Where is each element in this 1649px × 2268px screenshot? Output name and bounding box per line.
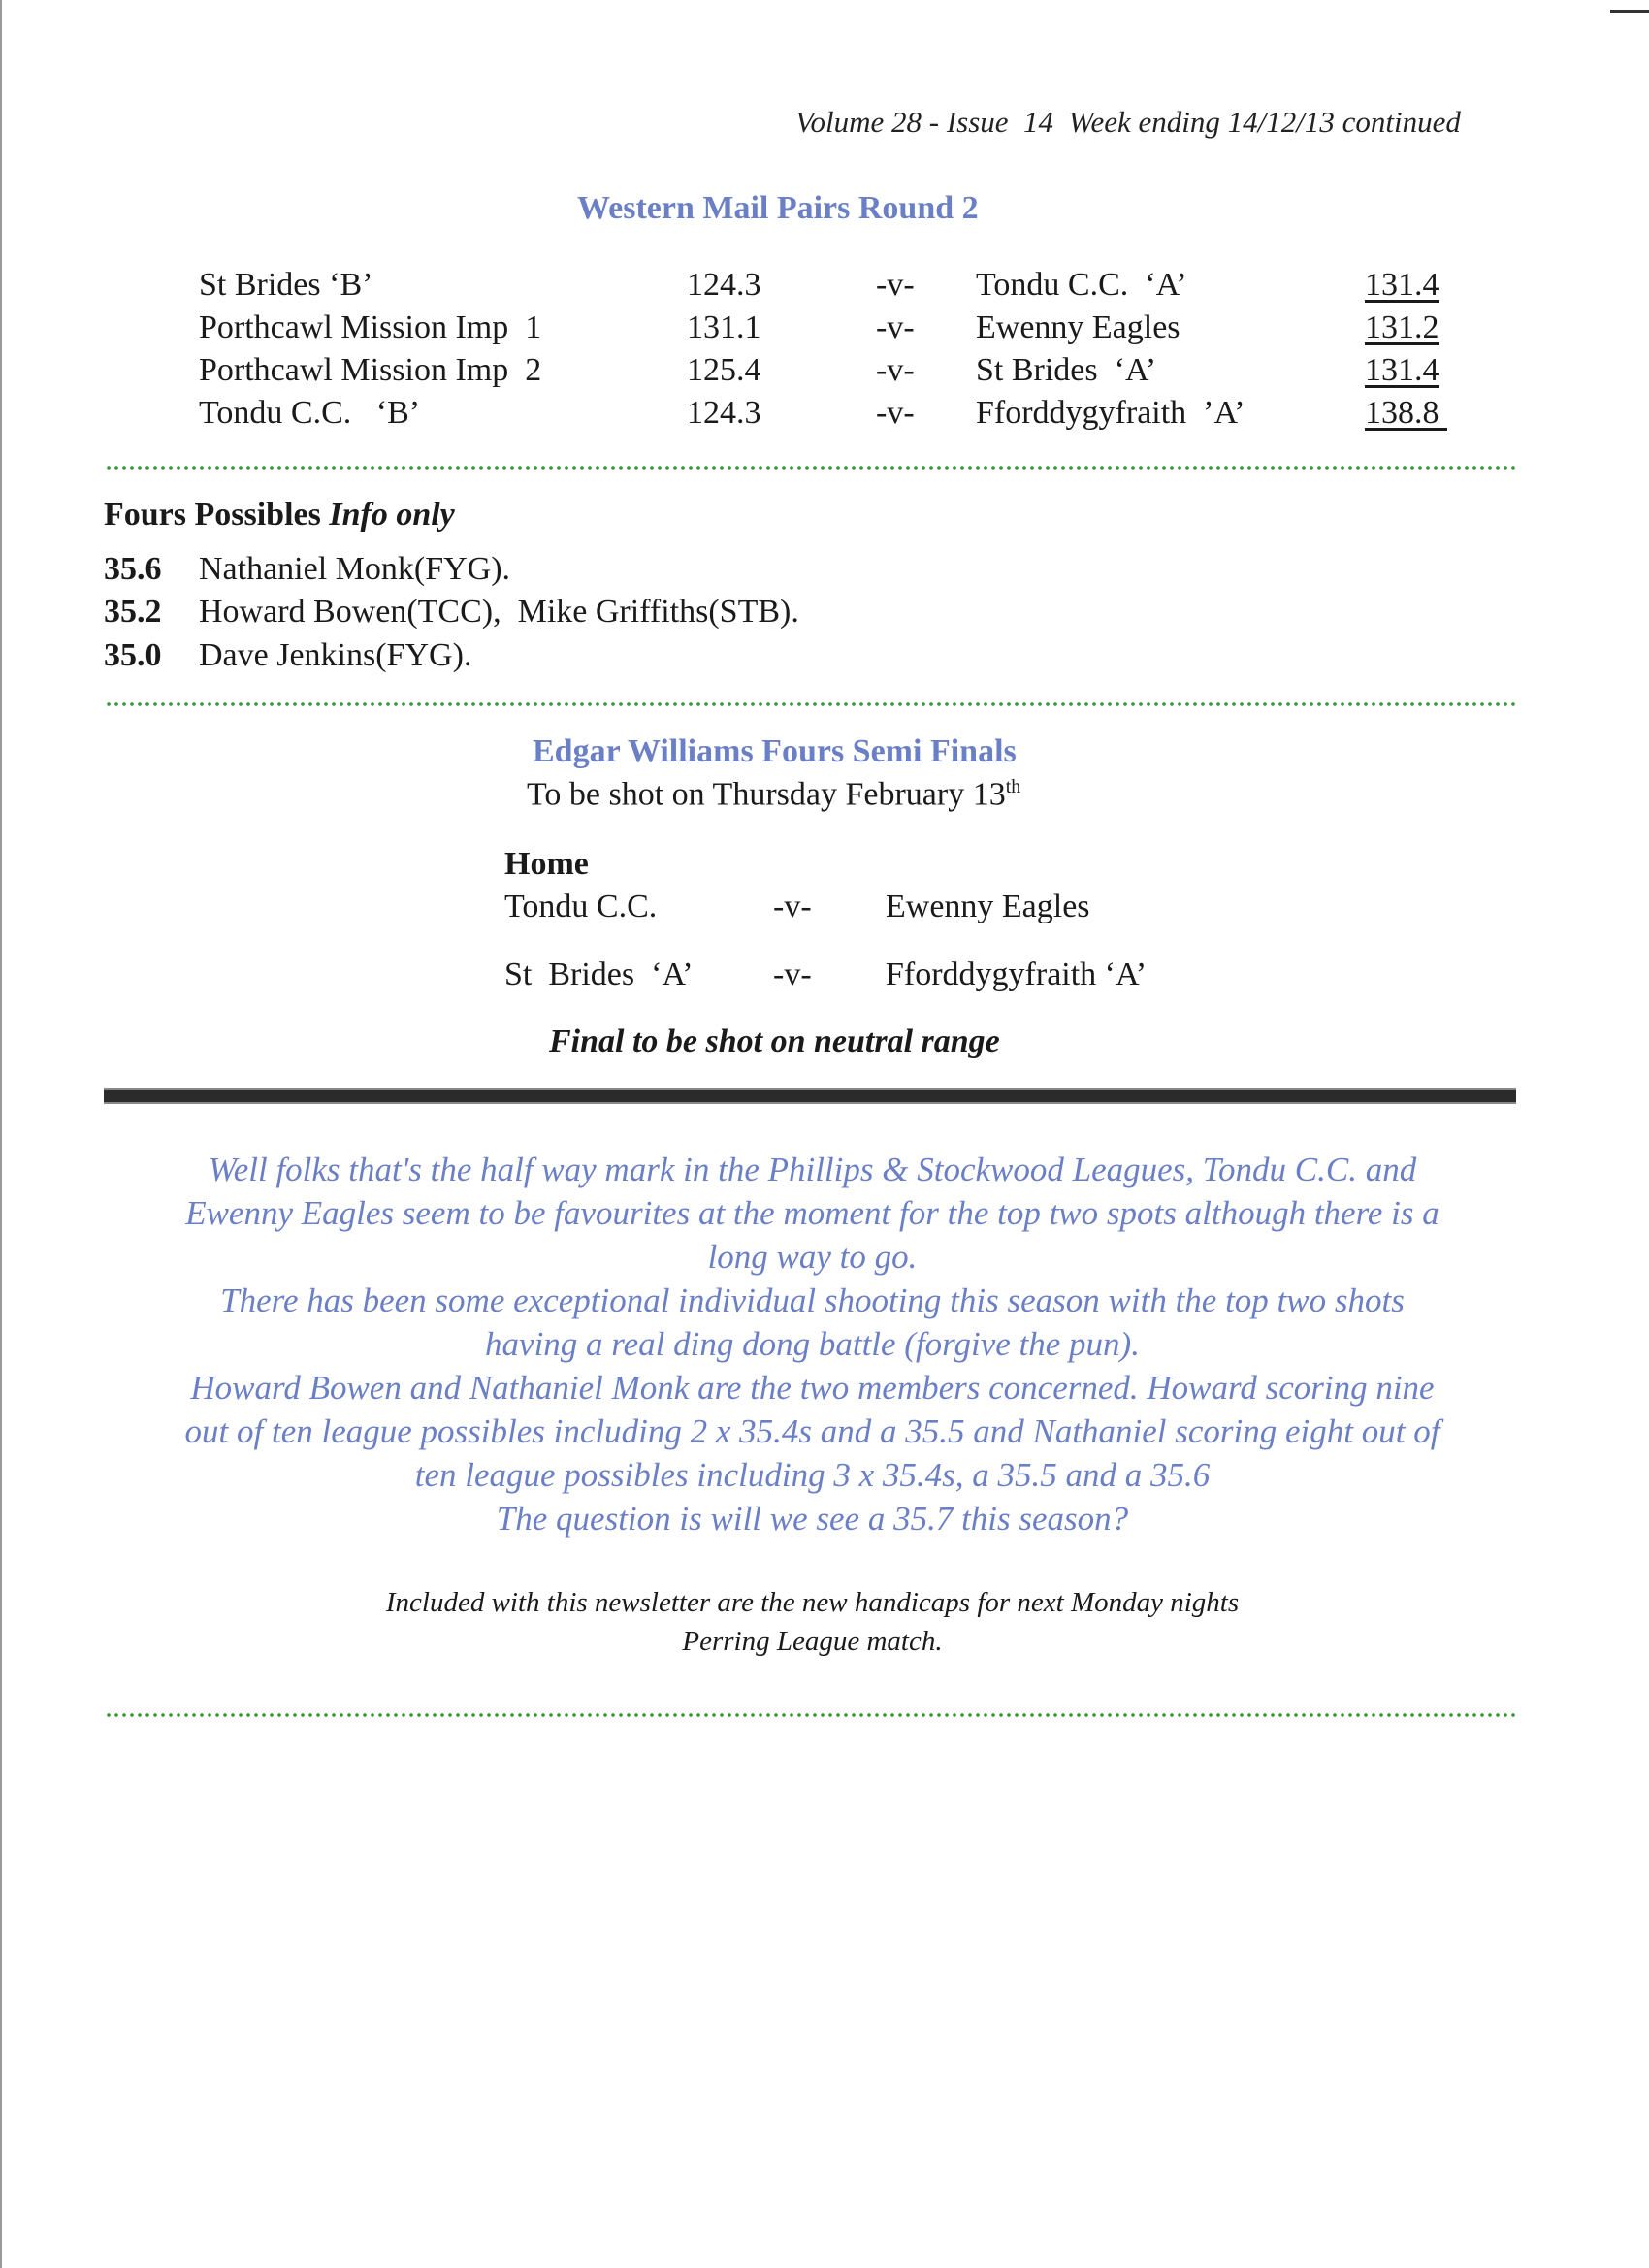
fixture-away: Fforddygyfraith ‘A’ (886, 956, 1148, 992)
home-team: Tondu C.C. ‘B’ (199, 395, 421, 431)
commentary-line: out of ten league possibles including 2 x 35.4s and a 35.5 and Nathaniel scoring eight out of (184, 1412, 1440, 1450)
versus-label: -v- (876, 267, 915, 303)
away-score: 131.4 (1365, 352, 1439, 388)
possible-names: Howard Bowen(TCC), Mike Griffiths(STB). (199, 594, 799, 630)
away-team: Ewenny Eagles (976, 309, 1180, 345)
fours-heading-text: Fours Possibles (104, 497, 330, 533)
commentary (97, 1148, 1528, 1540)
commentary-line: long way to go. (707, 1238, 918, 1276)
fixture-home: Tondu C.C. (504, 889, 658, 924)
home-score: 131.1 (687, 309, 761, 345)
away-score: 138.8 (1365, 395, 1447, 431)
home-team: St Brides ‘B’ (199, 267, 373, 303)
fours-heading-note: Info only (329, 497, 455, 533)
versus-label: -v- (876, 352, 915, 388)
versus-label: -v- (773, 956, 812, 992)
home-label: Home (504, 846, 589, 882)
home-score: 124.3 (687, 267, 761, 303)
pairs-title: Western Mail Pairs Round 2 (577, 190, 979, 226)
versus-label: -v- (876, 395, 915, 431)
possible-names: Dave Jenkins(FYG). (199, 637, 472, 673)
possible-score: 35.2 (104, 594, 162, 630)
semis-date-text: To be shot on Thursday February 13 (527, 776, 1006, 813)
commentary-line: Howard Bowen and Nathaniel Monk are the two members concerned. Howard scoring nine (190, 1369, 1435, 1407)
star-divider (105, 699, 1516, 709)
footnote (291, 1583, 1334, 1661)
semis-title: Edgar Williams Fours Semi Finals (533, 733, 1017, 769)
commentary-line: The question is will we see a 35.7 this season? (496, 1500, 1129, 1538)
commentary-line: having a real ding dong battle (forgive the pun). (485, 1325, 1140, 1363)
corner-mark (1610, 10, 1649, 13)
issue-header: Volume 28 - Issue 14 Week ending 14/12/13 continued (795, 105, 1461, 139)
fours-possibles-heading (104, 497, 455, 534)
away-team: Fforddygyfraith ’A’ (976, 395, 1245, 431)
semis-date (527, 776, 1020, 813)
home-team: Porthcawl Mission Imp 2 (199, 352, 542, 388)
away-team: Tondu C.C. ‘A’ (976, 267, 1187, 303)
star-divider (105, 463, 1516, 472)
possible-score: 35.0 (104, 637, 162, 673)
commentary-line: There has been some exceptional individual shooting this season with the top two shots (220, 1281, 1405, 1319)
away-score: 131.2 (1365, 309, 1439, 345)
footnote-line: Perring League match. (682, 1626, 943, 1657)
away-score: 131.4 (1365, 267, 1439, 303)
possible-score: 35.6 (104, 551, 162, 587)
versus-label: -v- (773, 889, 812, 924)
section-rule (104, 1088, 1516, 1104)
fixture-away: Ewenny Eagles (886, 889, 1090, 924)
versus-label: -v- (876, 309, 915, 345)
commentary-line: ten league possibles including 3 x 35.4s, a 35.5 and a 35.6 (414, 1456, 1211, 1494)
star-divider (105, 1710, 1516, 1720)
commentary-line: Ewenny Eagles seem to be favourites at the moment for the top two spots although there is a (185, 1194, 1439, 1232)
home-team: Porthcawl Mission Imp 1 (199, 309, 542, 345)
home-score: 125.4 (687, 352, 761, 388)
fixture-home: St Brides ‘A’ (504, 956, 694, 992)
commentary-line: Well folks that's the half way mark in the Phillips & Stockwood Leagues, Tondu C.C. and (208, 1150, 1417, 1188)
possible-names: Nathaniel Monk(FYG). (199, 551, 511, 587)
page-left-edge (0, 0, 2, 2268)
away-team: St Brides ‘A’ (976, 352, 1157, 388)
footnote-line: Included with this newsletter are the new handicaps for next Monday nights (385, 1587, 1240, 1618)
final-note: Final to be shot on neutral range (549, 1023, 1000, 1059)
semis-date-suffix: th (1005, 776, 1021, 797)
home-score: 124.3 (687, 395, 761, 431)
